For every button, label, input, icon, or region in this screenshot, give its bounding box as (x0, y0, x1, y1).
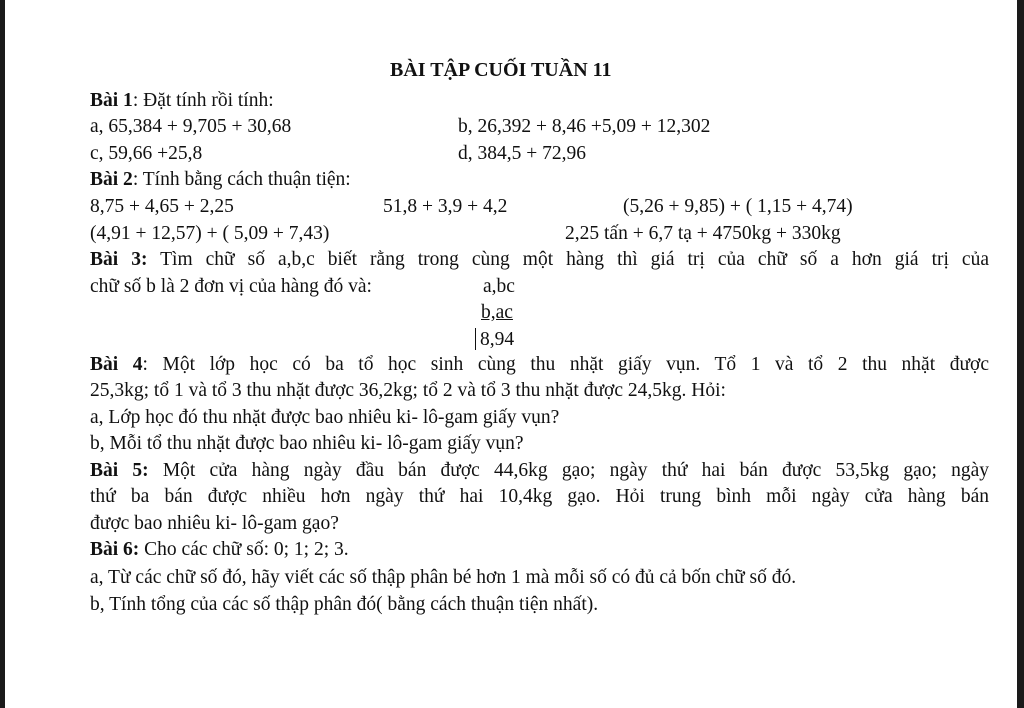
bai3-result: 8,94 (480, 329, 515, 350)
bai1-item-d: d, 384,5 + 72,96 (458, 143, 586, 164)
bai6-prompt: Cho các chữ số: 0; 1; 2; 3. (144, 539, 349, 560)
bai4-label: Bài 4 (90, 354, 143, 375)
bai1-prompt: : Đặt tính rồi tính: (132, 90, 274, 111)
bai4-line-2: 25,3kg; tổ 1 và tổ 3 thu nhặt được 36,2kg; tổ 2 và tổ 3 thu nhặt được 24,5kg. Hỏi: (90, 380, 726, 401)
bai2-expr-3: (5,26 + 9,85) + ( 1,15 + 4,74) (623, 196, 853, 217)
bai2-heading (90, 170, 351, 190)
bai6-question-b: b, Tính tổng của các số thập phân đó( bằng cách thuận tiện nhất). (90, 594, 599, 615)
bai3-line-2: chữ số b là 2 đơn vị của hàng đó và: (90, 276, 372, 297)
bai1-label: Bài 1 (90, 90, 133, 111)
bai5-line-1 (90, 461, 989, 481)
page-border-left (0, 0, 5, 708)
bai1-item-a: a, 65,384 + 9,705 + 30,68 (90, 116, 292, 137)
bai6-question-a: a, Từ các chữ số đó, hãy viết các số thập phân bé hơn 1 mà mỗi số có đủ cả bốn chữ số đó. (90, 567, 797, 588)
bai4-question-b: b, Mỗi tổ thu nhặt được bao nhiêu ki- lô-gam giấy vụn? (90, 433, 524, 454)
bai3-vertical-bar (475, 328, 476, 350)
bai6-heading (90, 540, 349, 560)
page-title: BÀI TẬP CUỐI TUẦN 11 (390, 59, 612, 81)
bai2-prompt: : Tính bằng cách thuận tiện: (132, 169, 351, 190)
bai3-label: Bài 3: (90, 249, 148, 270)
bai2-expr-2: 51,8 + 3,9 + 4,2 (383, 196, 508, 217)
bai5-label: Bài 5: (90, 460, 149, 481)
bai5-text-1: Một cửa hàng ngày đầu bán được 44,6kg gạo; ngày thứ hai bán được 53,5kg gạo; ngày (162, 460, 990, 481)
bai3-operand-1: a,bc (483, 276, 515, 297)
bai3-line-1 (90, 250, 989, 270)
bai1-heading (90, 91, 274, 111)
bai4-text-1: : Một lớp học có ba tổ học sinh cùng thu nhặt giấy vụn. Tổ 1 và tổ 2 thu nhặt được (142, 354, 989, 375)
bai5-line-2: thứ ba bán được nhiều hơn ngày thứ hai 10,4kg gạo. Hỏi trung bình mỗi ngày cửa hàng bán (90, 486, 989, 507)
bai2-expr-4: (4,91 + 12,57) + ( 5,09 + 7,43) (90, 223, 330, 244)
page-border-right (1017, 0, 1024, 708)
bai2-label: Bài 2 (90, 169, 133, 190)
bai1-item-c: c, 59,66 +25,8 (90, 143, 203, 164)
bai3-operand-2: b,ac (481, 302, 513, 323)
bai1-item-b: b, 26,392 + 8,46 +5,09 + 12,302 (458, 116, 711, 137)
bai3-text-1: Tìm chữ số a,b,c biết rằng trong cùng một hàng thì giá trị của chữ số a hơn giá trị của (160, 249, 989, 270)
bai4-question-a: a, Lớp học đó thu nhặt được bao nhiêu ki- lô-gam giấy vụn? (90, 407, 560, 428)
bai5-line-3: được bao nhiêu ki- lô-gam gạo? (90, 513, 339, 534)
bai2-expr-1: 8,75 + 4,65 + 2,25 (90, 196, 234, 217)
bai2-expr-5: 2,25 tấn + 6,7 tạ + 4750kg + 330kg (565, 223, 841, 244)
bai4-line-1 (90, 355, 989, 375)
bai6-label: Bài 6: (90, 539, 140, 560)
